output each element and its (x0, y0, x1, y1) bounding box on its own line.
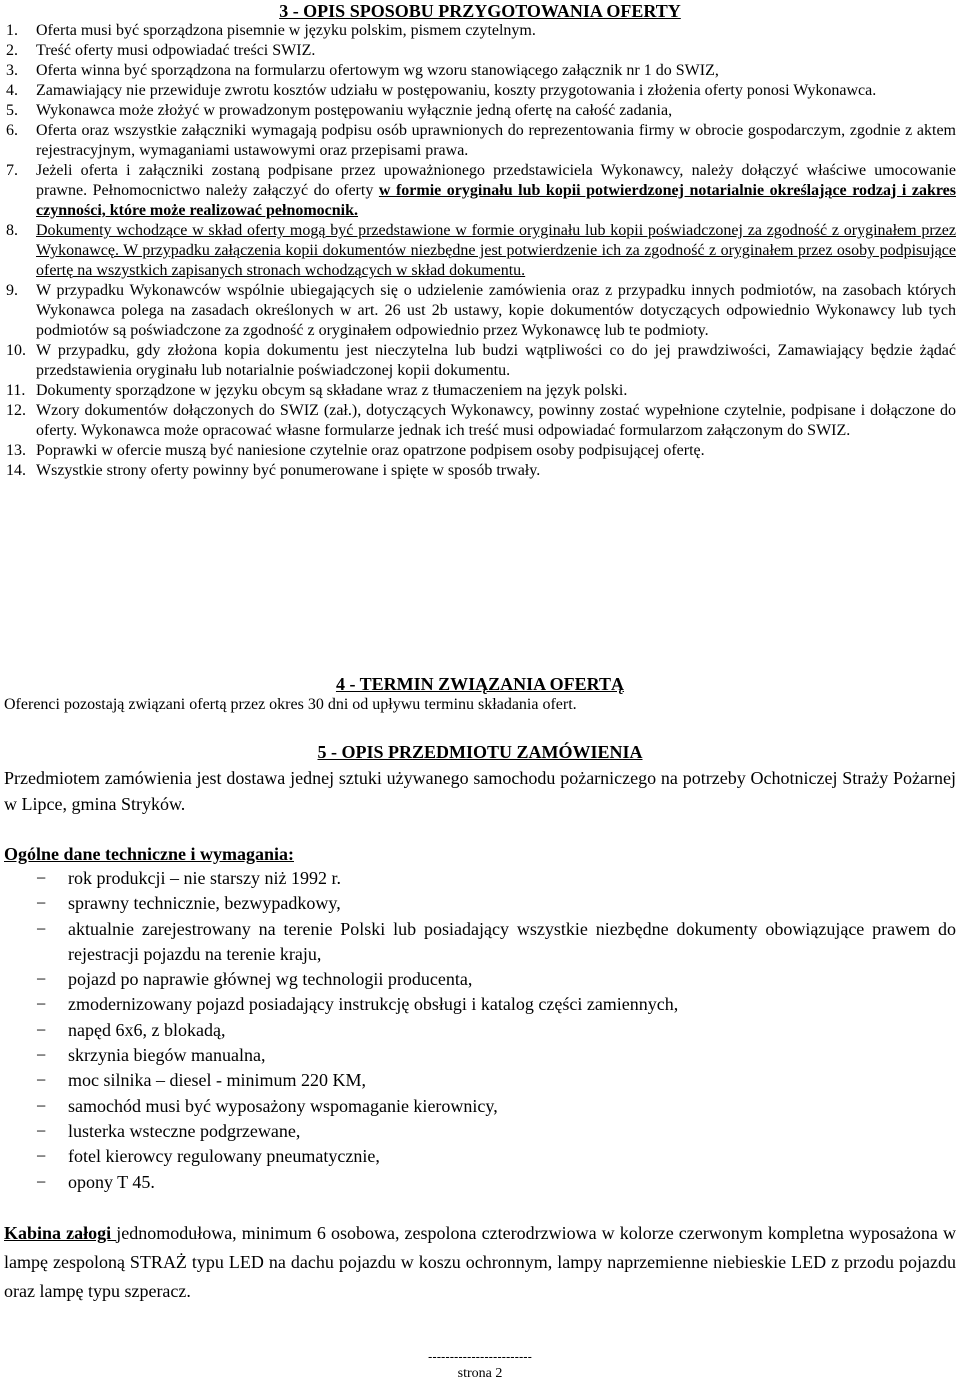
list-item (0, 1144, 956, 1169)
item-text: W przypadku, gdy złożona kopia dokumentu jest nieczytelna lub budzi wątpliwości co do jej prawdziwości, Zamawiający będzie żądać przedstawienia oryginału lub notarialnie poświadczonej kopii dokumentu. (36, 342, 956, 379)
item-text: Treść oferty musi odpowiadać treści SWIZ. (36, 42, 316, 59)
list-item (6, 441, 956, 461)
item-text-underlined: Dokumenty wchodzące w skład oferty mogą być przedstawione w formie oryginału lub kopii poświadczonej za zgodność z oryginałem przez Wykonawcę. (36, 222, 956, 259)
dash-bullet: − (36, 994, 47, 1015)
cabin-label: Kabina załogi (4, 1223, 117, 1243)
item-text: skrzynia biegów manualna, (68, 1045, 266, 1066)
list-item (6, 161, 956, 221)
list-item (0, 866, 956, 891)
list-item (6, 341, 956, 381)
item-text: Dokumenty sporządzone w języku obcym są składane wraz z tłumaczeniem na język polski. (36, 382, 628, 399)
item-number: 9. (6, 282, 18, 299)
list-item (6, 81, 956, 101)
item-text: Jeżeli oferta i załączniki zostaną podpisane przez upoważnionego przedstawiciela Wykonawcy, należy dołączyć właściwe umocowanie prawne. Pełnomocnictwo należy załączyć do oferty (36, 162, 956, 199)
item-number: 4. (6, 82, 18, 99)
dash-bullet: − (36, 1095, 47, 1116)
item-number: 12. (6, 402, 26, 419)
cabin-text: jednomodułowa, minimum 6 osobowa, zespolona czterodrzwiowa w kolorze czerwonym kompletna wyposażona w lampę zespoloną STRAŻ typu LED na dachu pojazdu w koszu ochronnym, lampy naprzemienne niebieskie LED z przodu pojazdu oraz lampę typu szperacz. (4, 1223, 956, 1301)
list-item (0, 1018, 956, 1043)
item-text: aktualnie zarejestrowany na terenie Polski lub posiadający wszystkie niezbędne dokumenty obowiązujące prawem do rejestracji pojazdu na terenie kraju, (68, 918, 956, 964)
item-text: Poprawki w ofercie muszą być naniesione czytelnie oraz opatrzone podpisem osoby podpisującej ofertę. (36, 442, 705, 459)
section-3-list (6, 21, 956, 481)
list-item (0, 992, 956, 1017)
item-text: Oferta winna być sporządzona na formularzu ofertowym wg wzoru stanowiącego załącznik nr 1 do SWIZ, (36, 62, 719, 79)
item-text: opony T 45. (68, 1171, 155, 1192)
list-item (6, 41, 956, 61)
section-3-heading: 3 - OPIS SPOSOBU PRZYGOTOWANIA OFERTY (279, 1, 681, 21)
section-5-heading: 5 - OPIS PRZEDMIOTU ZAMÓWIENIA (317, 742, 643, 762)
item-number: 7. (6, 162, 18, 179)
dash-bullet: − (36, 918, 47, 939)
item-number: 1. (6, 22, 18, 39)
item-text: samochód musi być wyposażony wspomaganie kierownicy, (68, 1095, 498, 1116)
item-text: Oferta musi być sporządzona pisemnie w języku polskim, pismem czytelnym. (36, 22, 536, 39)
item-number: 13. (6, 442, 26, 459)
list-item (0, 1094, 956, 1119)
item-text-emphasis: w formie oryginału lub kopii potwierdzonej notarialnie określające rodzaj i zakres czynności, które może realizować pełnomocnik. (36, 182, 956, 219)
section-5-text: Przedmiotem zamówienia jest dostawa jednej sztuki używanego samochodu pożarniczego na potrzeby Ochotniczej Straży Pożarnej w Lipce, gmina Stryków. (4, 768, 956, 814)
list-item (0, 1170, 956, 1195)
item-text: Wzory dokumentów dołączonych do SWIZ (zał.), dotyczących Wykonawcy, powinny zostać wypełnione czytelnie, podpisane i dołączone do oferty. Wykonawca może opracować własne formularze jednak ich treść musi odpowiadać formularzom załączonym do SWIZ. (36, 402, 956, 439)
item-number: 14. (6, 462, 26, 479)
list-item (0, 1119, 956, 1144)
list-item (0, 1043, 956, 1068)
item-number: 8. (6, 222, 18, 239)
section-4-text: Oferenci pozostają związani ofertą przez okres 30 dni od upływu terminu składania ofert. (4, 696, 577, 713)
item-text: Oferta oraz wszystkie załączniki wymagają podpisu osób uprawnionych do reprezentowania firmy w obrocie gospodarczym, zgodnie z aktem rejestracyjnym, wymaganiami ustawowymi oraz przepisami prawa. (36, 122, 956, 159)
list-item (0, 967, 956, 992)
dash-bullet: − (36, 1146, 47, 1167)
dash-bullet: − (36, 1070, 47, 1091)
item-text: Wykonawca może złożyć w prowadzonym postępowaniu wyłącznie jedną ofertę na całość zadania, (36, 102, 673, 119)
list-item (6, 401, 956, 441)
list-item (6, 61, 956, 81)
item-number: 11. (6, 382, 26, 399)
cabin-paragraph (4, 1219, 956, 1306)
footer-divider: ------------------------ (428, 1349, 532, 1364)
item-text: moc silnika – diesel - minimum 220 KM, (68, 1070, 366, 1091)
item-text: sprawny technicznie, bezwypadkowy, (68, 893, 341, 914)
dash-bullet: − (36, 1120, 47, 1141)
item-number: 2. (6, 42, 18, 59)
dash-bullet: − (36, 1019, 47, 1040)
item-number: 10. (6, 342, 26, 359)
item-text: Wszystkie strony oferty powinny być ponumerowane i spięte w sposób trwały. (36, 462, 541, 479)
list-item (6, 281, 956, 341)
list-item (6, 461, 956, 481)
list-item (0, 891, 956, 916)
dash-bullet: − (36, 1045, 47, 1066)
list-item (6, 381, 956, 401)
section-4-heading: 4 - TERMIN ZWIĄZANIA OFERTĄ (335, 674, 625, 694)
item-text: rok produkcji – nie starszy niż 1992 r. (68, 868, 341, 888)
item-text: zmodernizowany pojazd posiadający instrukcję obsługi i katalog części zamiennych, (68, 994, 679, 1015)
page-number: strona 2 (457, 1366, 503, 1381)
item-number: 3. (6, 62, 18, 79)
dash-bullet: − (36, 969, 47, 990)
requirements-list (0, 866, 956, 1195)
list-item (6, 121, 956, 161)
item-text: pojazd po naprawie głównej wg technologii producenta, (68, 969, 473, 990)
requirements-heading: Ogólne dane techniczne i wymagania: (4, 844, 294, 864)
item-text: fotel kierowcy regulowany pneumatycznie, (68, 1146, 380, 1167)
list-item (0, 917, 956, 968)
item-text: Zamawiający nie przewiduje zwrotu kosztów udziału w postępowaniu, koszty przygotowania i złożenia oferty ponosi Wykonawca. (36, 82, 877, 99)
item-text-underlined: W przypadku załączenia kopii dokumentów niezbędne jest potwierdzenie ich za zgodność z oryginałem przez osoby podpisujące ofertę na wszystkich zapisanych stronach wchodzących w skład dokumentu. (36, 242, 956, 279)
list-item (6, 21, 956, 41)
dash-bullet: − (36, 1171, 47, 1192)
item-text: W przypadku Wykonawców wspólnie ubiegających się o udzielenie zamówienia oraz z przypadku innych podmiotów, na zasobach których Wykonawca polega na zasadach określonych w art. 26 ust 2b ustawy, kopie dokumentów dotyczących odpowiednio Wykonawcy lub tych podmiotów są poświadczone za zgodność z oryginałem odpowiednio przez Wykonawcę lub te podmioty. (36, 282, 956, 339)
list-item (0, 1068, 956, 1093)
dash-bullet: − (36, 868, 47, 888)
item-number: 5. (6, 102, 18, 119)
item-number: 6. (6, 122, 18, 139)
item-text: napęd 6x6, z blokadą, (68, 1019, 226, 1040)
item-text: lusterka wsteczne podgrzewane, (68, 1120, 301, 1141)
list-item (6, 101, 956, 121)
dash-bullet: − (36, 893, 47, 914)
list-item (6, 221, 956, 281)
